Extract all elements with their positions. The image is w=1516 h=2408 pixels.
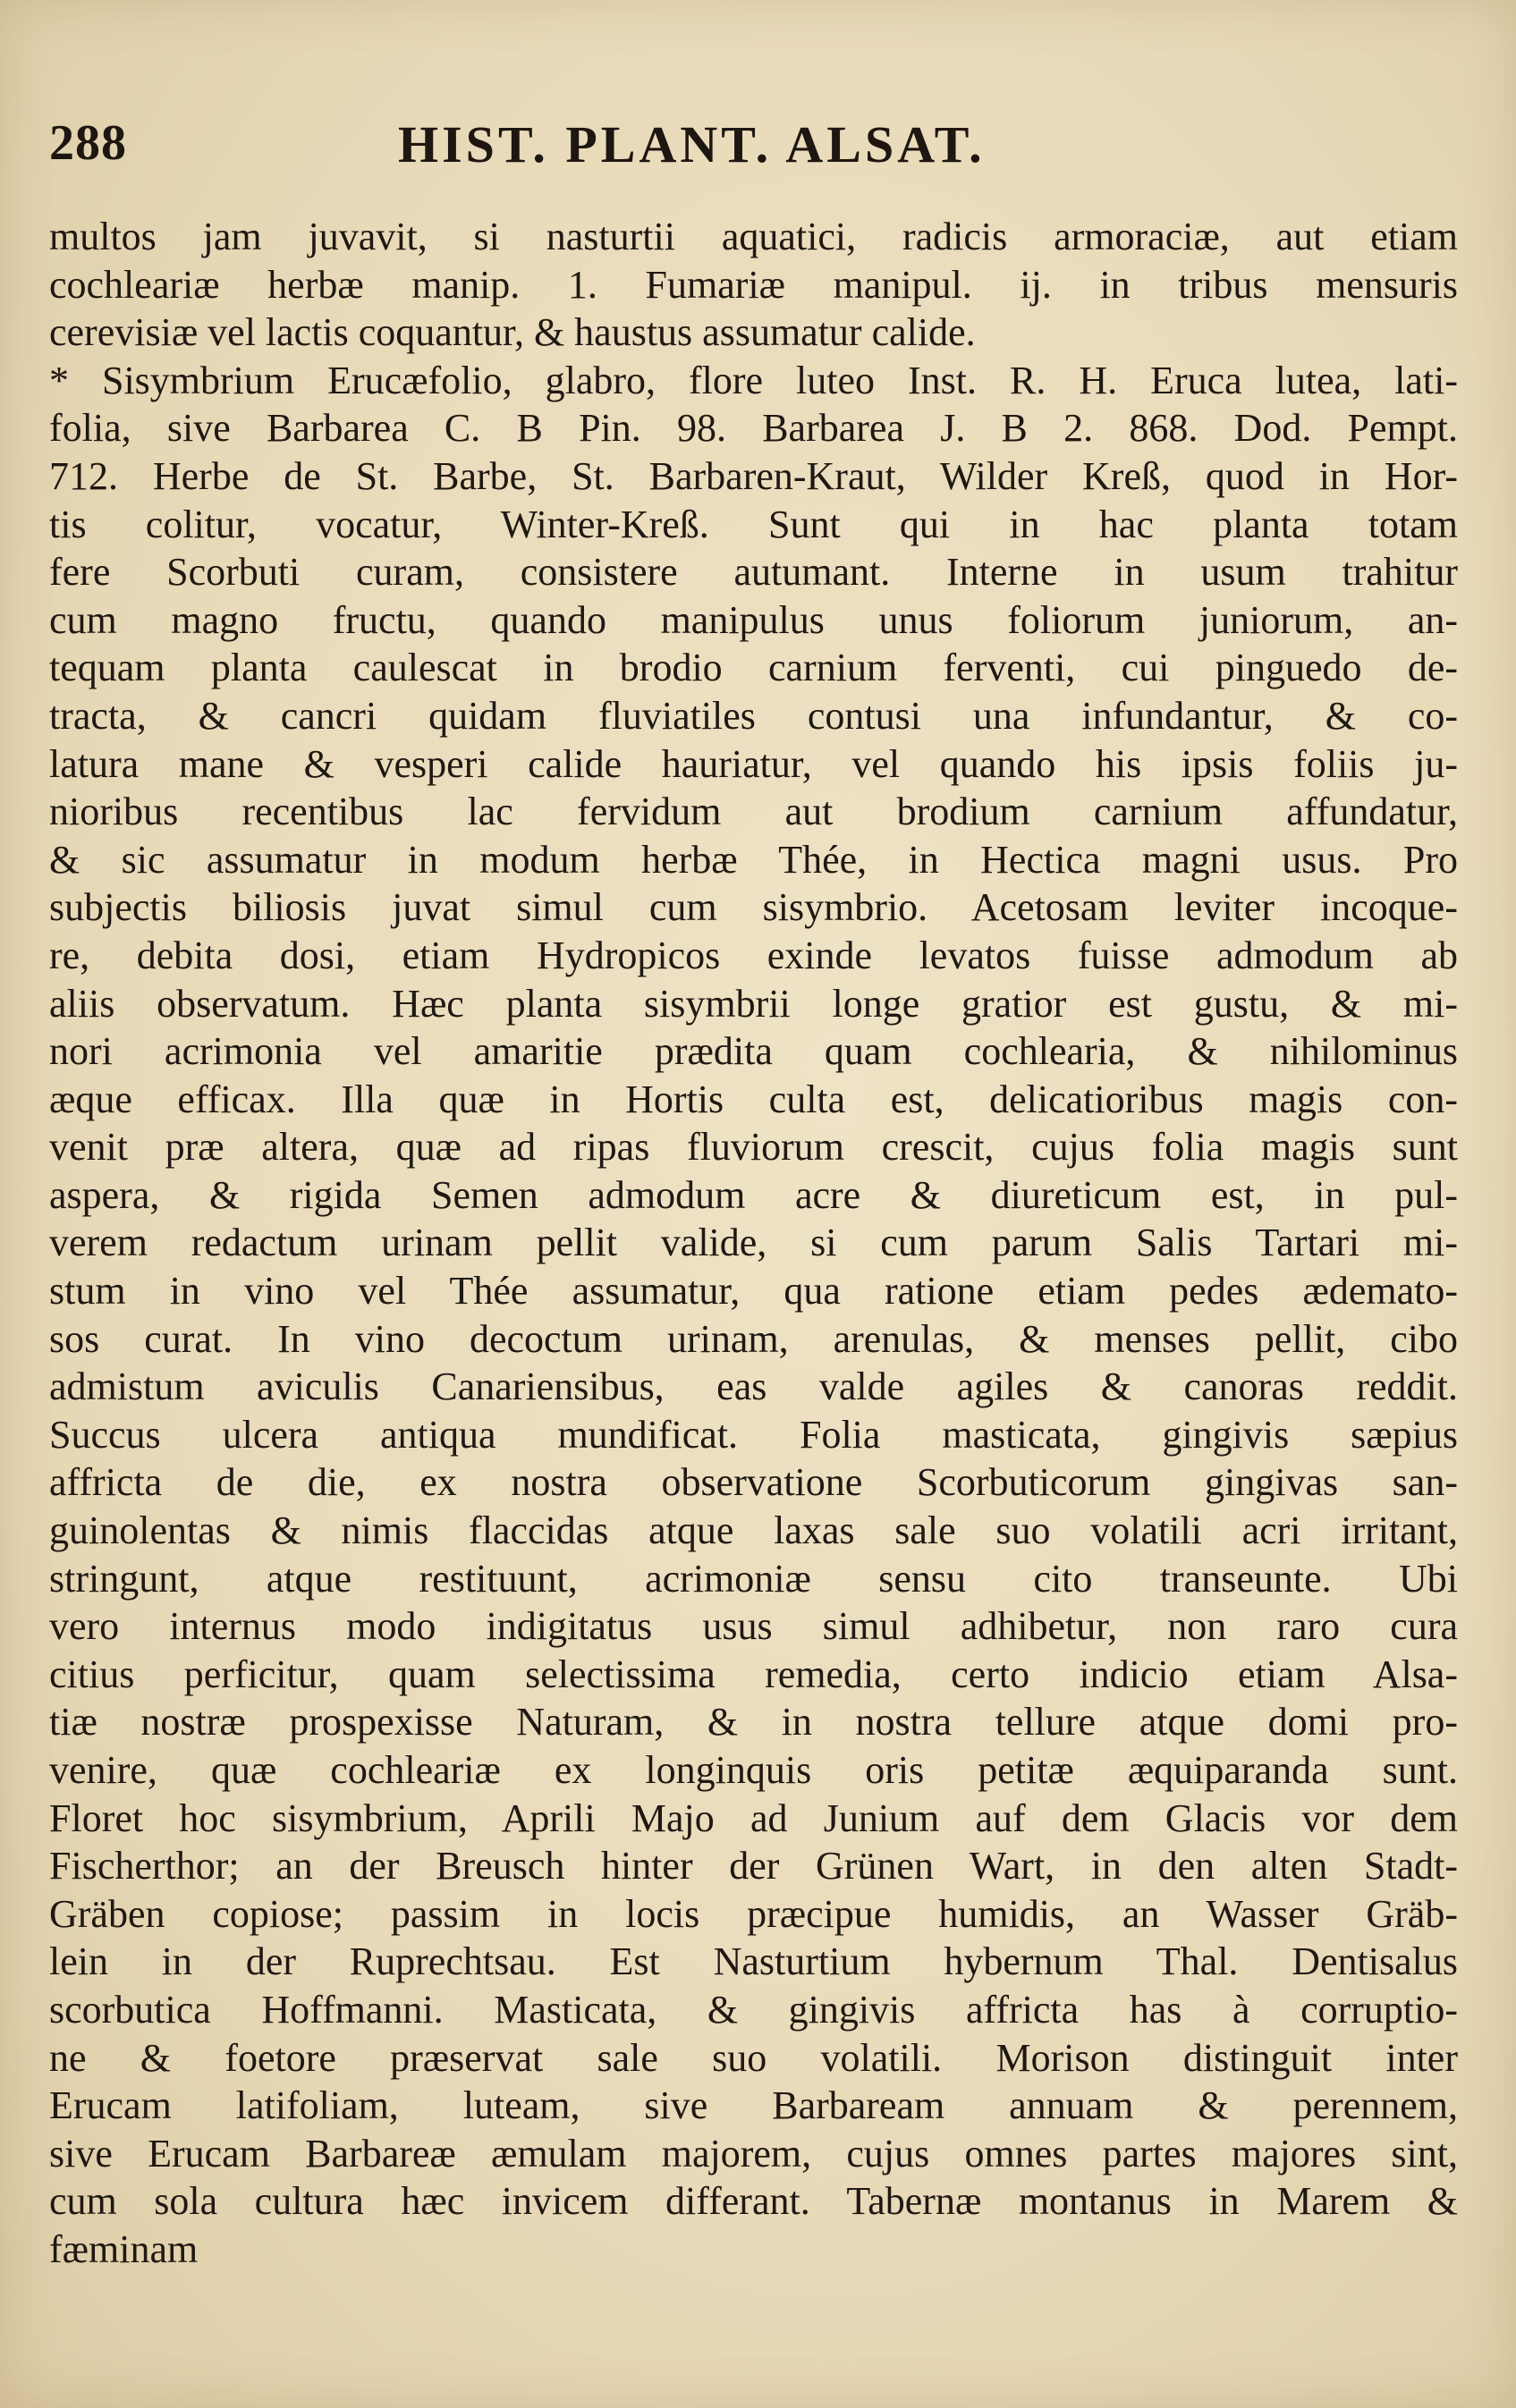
text-line: stringunt, atque restituunt, acrimoniæ sensu cito transeunte. Ubi	[49, 1556, 1458, 1601]
text-line: guinolentas & nimis flaccidas atque laxas sale suo volatili acri irritant,	[49, 1508, 1458, 1553]
text-line: latura mane & vesperi calide hauriatur, vel quando his ipsis foliis ju-	[49, 741, 1458, 786]
catchword	[49, 2274, 1458, 2322]
text-line: tracta, & cancri quidam fluviatiles contusi una infundantur, & co-	[49, 693, 1458, 738]
text-line: verem redactum urinam pellit valide, si cum parum Salis Tartari mi-	[49, 1221, 1458, 1265]
running-title: HIST. PLANT. ALSAT.	[398, 115, 986, 173]
text-line: cum sola cultura hæc invicem differant. Tabernæ montanus in Marem &	[49, 2179, 1458, 2224]
text-line: sos curat. In vino decoctum urinam, arenulas, & menses pellit, cibo	[49, 1316, 1458, 1361]
text-line: fæminam	[49, 2226, 199, 2271]
text-line: admistum aviculis Canariensibus, eas valde agiles & canoras reddit.	[49, 1365, 1458, 1409]
text-line: * Sisymbrium Erucæfolio, glabro, flore luteo Inst. R. H. Eruca lutea, lati-	[49, 358, 1458, 402]
text-line: Fischerthor; an der Breusch hinter der Grünen Wart, in den alten Stadt-	[49, 1844, 1458, 1888]
page-number: 288	[49, 115, 127, 171]
text-line: ne & foetore præservat sale suo volatili. Morison distinguit inter	[49, 2035, 1458, 2080]
text-line: tis colitur, vocatur, Winter-Kreß. Sunt qui in hac planta totam	[49, 502, 1458, 546]
text-line: cerevisiæ vel lactis coquantur, & haustus assumatur calide.	[49, 310, 976, 355]
text-line: lein in der Ruprechtsau. Est Nasturtium hybernum Thal. Dentisalus	[49, 1939, 1458, 1984]
text-line: aliis observatum. Hæc planta sisymbrii longe gratior est gustu, & mi-	[49, 981, 1458, 1026]
page-header	[49, 114, 1444, 186]
text-line: nori acrimonia vel amaritie prædita quam cochlearia, & nihilominus	[49, 1029, 1458, 1074]
text-line: folia, sive Barbarea C. B Pin. 98. Barbarea J. B 2. 868. Dod. Pempt.	[49, 406, 1458, 451]
text-line: vero internus modo indigitatus usus simul adhibetur, non raro cura	[49, 1604, 1458, 1649]
text-line: cochleariæ herbæ manip. 1. Fumariæ manipul. ij. in tribus mensuris	[49, 262, 1458, 307]
text-line: affricta de die, ex nostra observatione Scorbuticorum gingivas san-	[49, 1460, 1458, 1505]
text-line: nioribus recentibus lac fervidum aut brodium carnium affundatur,	[49, 790, 1458, 834]
text-line: re, debita dosi, etiam Hydropicos exinde levatos fuisse admodum ab	[49, 933, 1458, 977]
text-line: tequam planta caulescat in brodio carnium ferventi, cui pinguedo de-	[49, 646, 1458, 690]
text-line: Erucam latifoliam, luteam, sive Barbaream annuam & perennem,	[49, 2083, 1458, 2128]
text-line: æque efficax. Illa quæ in Hortis culta est, delicatioribus magis con-	[49, 1077, 1458, 1121]
text-line: Gräben copiose; passim in locis præcipue humidis, an Wasser Gräb-	[49, 1891, 1458, 1936]
text-line: Floret hoc sisymbrium, Aprili Majo ad Junium auf dem Glacis vor dem	[49, 1795, 1458, 1840]
text-line: sive Erucam Barbareæ æmulam majorem, cujus omnes partes majores sint,	[49, 2131, 1458, 2176]
body-text	[49, 213, 1458, 2321]
text-line: subjectis biliosis juvat simul cum sisymbrio. Acetosam leviter incoque-	[49, 885, 1458, 930]
text-line: fere Scorbuti curam, consistere autumant. Interne in usum trahitur	[49, 550, 1458, 595]
text-line: tiæ nostræ prospexisse Naturam, & in nostra tellure atque domi pro-	[49, 1700, 1458, 1745]
text-line: cum magno fructu, quando manipulus unus foliorum juniorum, an-	[49, 597, 1458, 642]
text-line: 712. Herbe de St. Barbe, St. Barbaren-Kraut, Wilder Kreß, quod in Hor-	[49, 453, 1458, 498]
text-line: citius perficitur, quam selectissima remedia, certo indicio etiam Alsa-	[49, 1652, 1458, 1696]
text-line: aspera, & rigida Semen admodum acre & diureticum est, in pul-	[49, 1172, 1458, 1217]
text-line: stum in vino vel Thée assumatur, qua ratione etiam pedes ædemato-	[49, 1269, 1458, 1314]
text-line: multos jam juvavit, si nasturtii aquatici, radicis armoraciæ, aut etiam	[49, 215, 1458, 258]
text-line: venit præ altera, quæ ad ripas fluviorum crescit, cujus folia magis sunt	[49, 1125, 1458, 1170]
text-line: scorbutica Hoffmanni. Masticata, & gingivis affricta has à corruptio-	[49, 1987, 1458, 2032]
text-line: venire, quæ cochleariæ ex longinquis oris petitæ æquiparanda sunt.	[49, 1748, 1458, 1792]
text-line: & sic assumatur in modum herbæ Thée, in Hectica magni usus. Pro	[49, 837, 1458, 882]
text-line: Succus ulcera antiqua mundificat. Folia masticata, gingivis sæpius	[49, 1412, 1458, 1457]
